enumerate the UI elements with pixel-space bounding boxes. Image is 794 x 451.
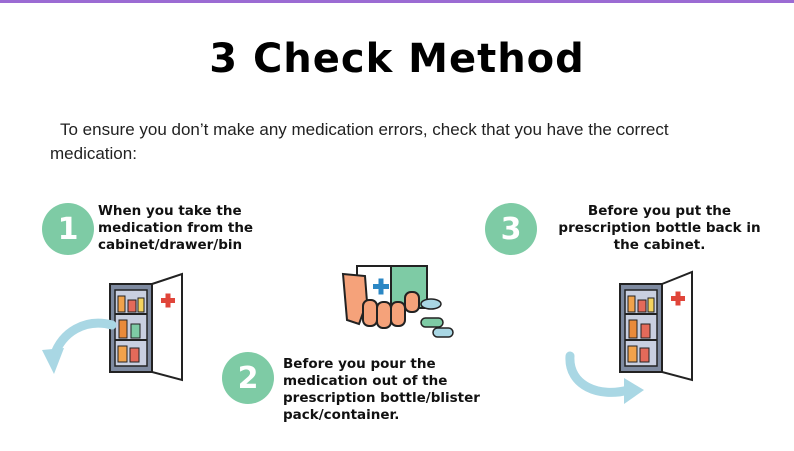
top-border xyxy=(0,0,794,3)
page-title: 3 Check Method xyxy=(209,36,585,82)
step-3-badge: 3 xyxy=(485,203,537,255)
hand-holding-medication-icon xyxy=(337,262,457,342)
step-3-text: Before you put the prescription bottle back in the cabinet. xyxy=(558,203,761,253)
step-2-badge: 2 xyxy=(222,352,274,404)
step-1-badge: 1 xyxy=(42,203,94,255)
intro-text: To ensure you don’t make any medication errors, check that you have the correct medication: xyxy=(50,120,669,163)
medicine-cabinet-icon xyxy=(560,268,720,418)
step-2-text: Before you pour the medication out of the prescription bottle/blister pack/container. xyxy=(283,356,480,423)
medicine-cabinet-icon xyxy=(40,270,200,385)
step-1-text: When you take the medication from the cabinet/drawer/bin xyxy=(98,203,254,253)
